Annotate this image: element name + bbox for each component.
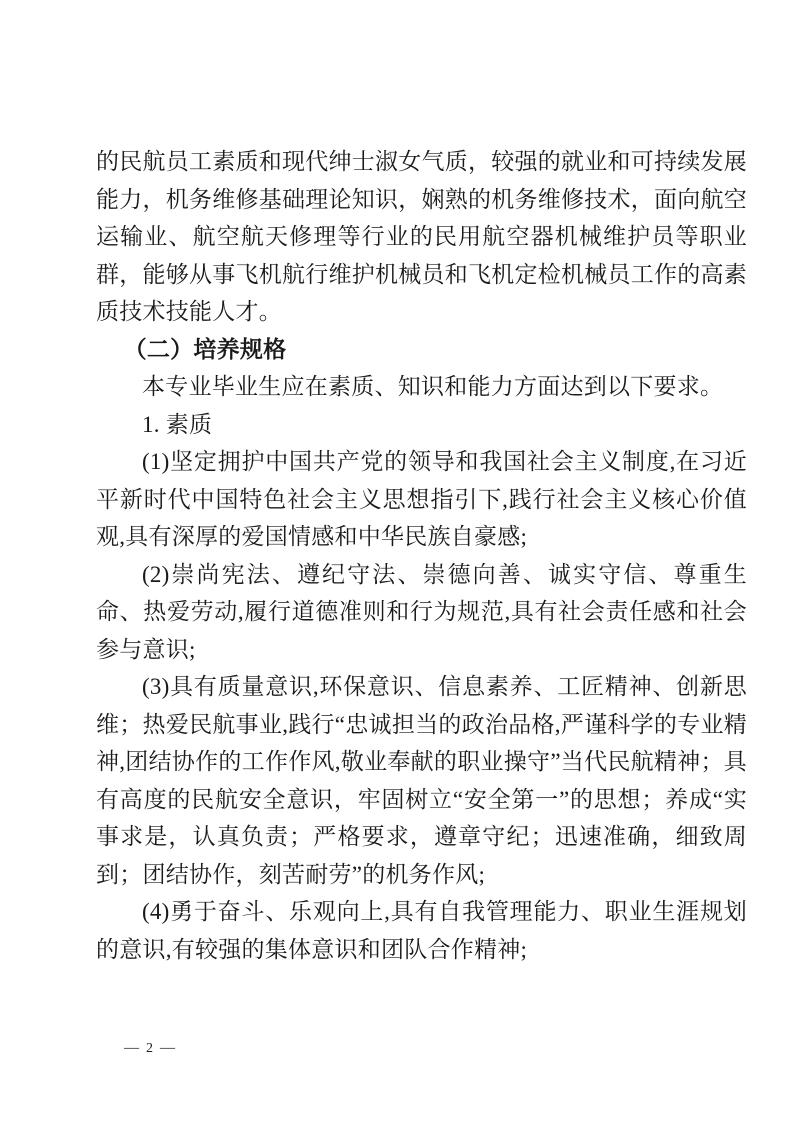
page-number: 2 [146, 1041, 153, 1056]
page-body [96, 143, 747, 968]
subsection-heading: 1. 素质 [142, 411, 213, 437]
paragraph-continuation: 的民航员工素质和现代绅士淑女气质，较强的就业和可持续发展能力，机务维修基础理论知识，娴熟的机务维修技术，面向航空运输业、航空航天修理等行业的民用航空器机械维护员等职业群，能够从事飞机航行维护机械员和飞机定检机械员工作的高素质技术技能人才。 [96, 149, 747, 324]
list-item-4: (4)勇于奋斗、乐观向上,具有自我管理能力、职业生涯规划的意识,有较强的集体意识和团队合作精神; [96, 899, 747, 962]
section-heading: （二）培养规格 [123, 336, 287, 362]
footer-dash-left: — [124, 1039, 139, 1056]
paragraph-intro: 本专业毕业生应在素质、知识和能力方面达到以下要求。 [142, 374, 724, 399]
list-item-3: (3)具有质量意识,环保意识、信息素养、工匠精神、创新思维；热爱民航事业,践行“忠诚担当的政治品格,严谨科学的专业精神,团结协作的工作作风,敬业奉献的职业操守”当代民航精神；具有高度的民航安全意识，牢固树立“安全第一”的思想；养成“实事求是，认真负责；严格要求，遵章守纪；迅速准确，细致周到；团结协作，刻苦耐劳”的机务作风; [96, 674, 747, 887]
page-footer [124, 1036, 175, 1060]
footer-dash-right: — [160, 1039, 175, 1056]
list-item-1: (1)坚定拥护中国共产党的领导和我国社会主义制度,在习近平新时代中国特色社会主义思想指引下,践行社会主义核心价值观,具有深厚的爱国情感和中华民族自豪感; [96, 449, 747, 549]
list-item-2: (2)崇尚宪法、遵纪守法、崇德向善、诚实守信、尊重生命、热爱劳动,履行道德准则和行为规范,具有社会责任感和社会参与意识; [96, 561, 747, 662]
